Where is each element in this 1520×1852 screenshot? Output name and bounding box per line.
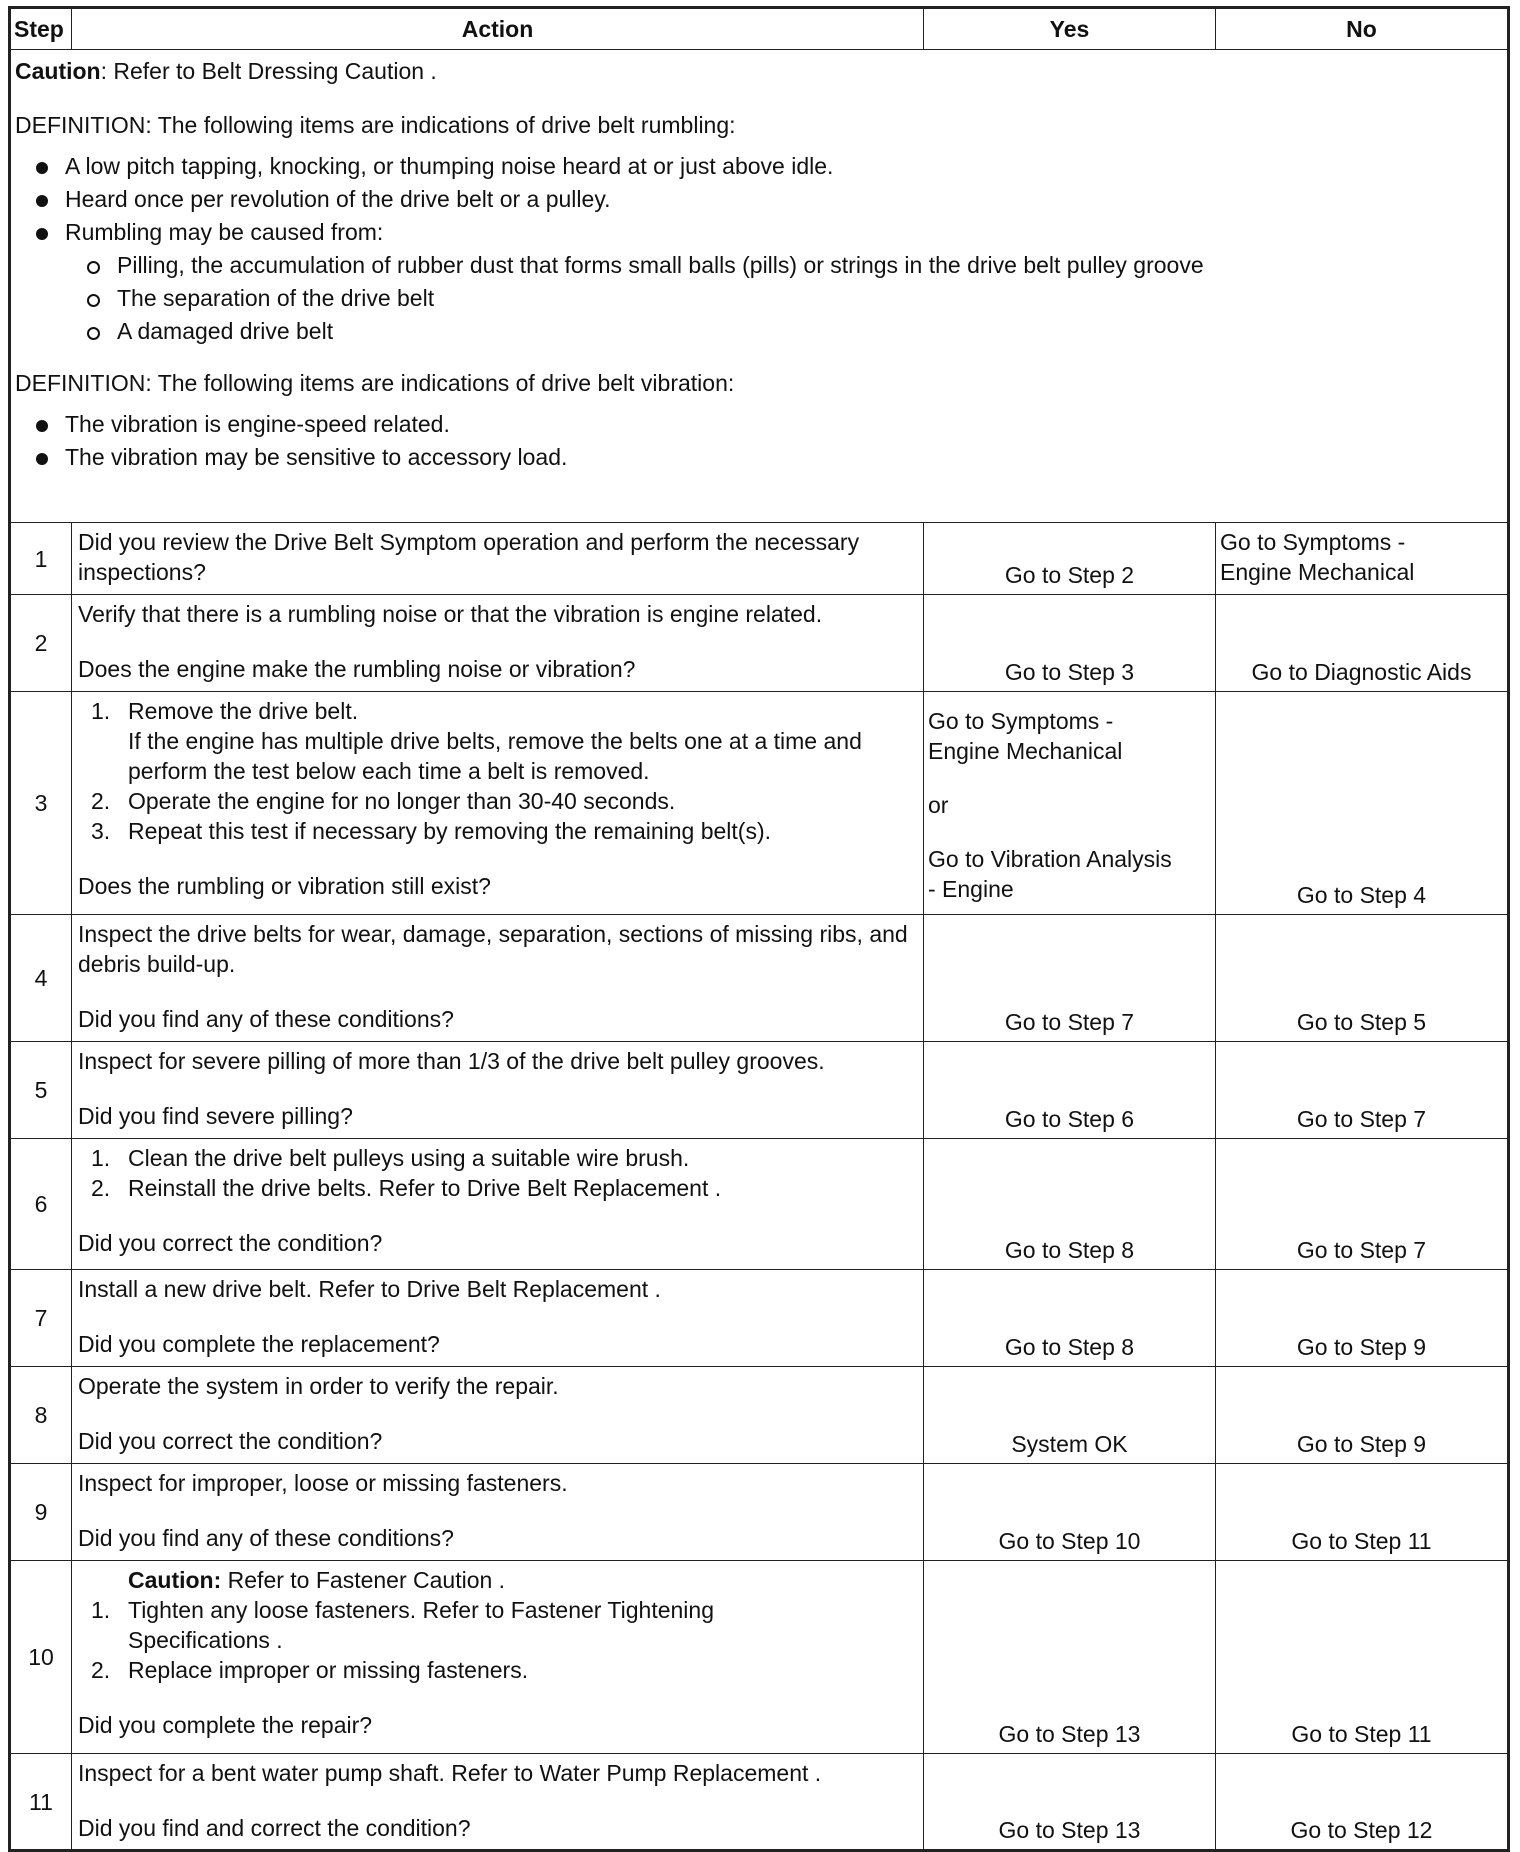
bullet-icon [36,162,48,174]
no-action: Go to Step 4 [1216,692,1509,915]
list-item: The separation of the drive belt [15,282,1503,315]
step-number: 11 [10,1754,72,1851]
step-row-10 [10,1561,1509,1754]
no-action: Go to Symptoms - Engine Mechanical [1216,523,1509,595]
step-number: 7 [10,1270,72,1367]
step-action [72,1139,924,1270]
list-item: 2. Operate the engine for no longer than 30-40 seconds. [91,788,676,814]
step-question: Did you find and correct the condition? [78,1815,471,1841]
list-item: 1. Clean the drive belt pulleys using a suitable wire brush. [91,1145,690,1171]
diagnostic-table [8,6,1510,1852]
step-number: 3 [10,692,72,915]
step-row-6 [10,1139,1509,1270]
yes-action: Go to Step 8 [924,1270,1216,1367]
step-row-4 [10,915,1509,1042]
yes-action: Go to Step 8 [924,1139,1216,1270]
yes-action: Go to Step 7 [924,915,1216,1042]
step-row-2 [10,595,1509,692]
diagnostic-table-container [8,6,1507,1852]
step-row-1 [10,523,1509,595]
step-row-3 [10,692,1509,915]
yes-action: Go to Symptoms - Engine Mechanical or Go to Vibration Analysis - Engine [924,692,1216,915]
step-action: Verify that there is a rumbling noise or that the vibration is engine related. Does the engine make the rumbling noise or vibration? [72,595,924,692]
definition-rumbling: DEFINITION: The following items are indications of drive belt rumbling: [15,112,736,138]
header-step: Step [10,8,72,50]
bullet-icon [36,453,48,465]
list-item: Pilling, the accumulation of rubber dust that forms small balls (pills) or strings in the drive belt pulley groove [15,249,1503,282]
definition-vibration: DEFINITION: The following items are indications of drive belt vibration: [15,370,735,396]
step-action: Install a new drive belt. Refer to Drive Belt Replacement . Did you complete the replacement? [72,1270,924,1367]
header-yes: Yes [924,8,1216,50]
no-action: Go to Step 9 [1216,1270,1509,1367]
step-action: Operate the system in order to verify the repair. Did you correct the condition? [72,1367,924,1464]
yes-action: Go to Step 13 [924,1754,1216,1851]
list-item: Rumbling may be caused from: Pilling, the accumulation of rubber dust that forms small balls (pills) or strings in the drive belt pulley groove The separation of the drive belt A damaged drive belt [15,216,1503,348]
step-number: 10 [10,1561,72,1754]
step-action: Inspect for a bent water pump shaft. Refer to Water Pump Replacement . Did you find and correct the condition? [72,1754,924,1851]
hollow-bullet-icon [87,327,100,340]
yes-action: Go to Step 3 [924,595,1216,692]
bullet-icon [36,228,48,240]
header-row [10,8,1509,50]
list-item: The vibration may be sensitive to accessory load. [15,441,1503,474]
intro-row [10,50,1509,523]
list-item: A damaged drive belt [15,315,1503,348]
rumbling-causes-list [15,249,1503,348]
no-action: Go to Step 5 [1216,915,1509,1042]
step-question: Did you complete the repair? [78,1712,373,1738]
step-instructions [78,1595,917,1685]
list-item: A low pitch tapping, knocking, or thumping noise heard at or just above idle. [15,150,1503,183]
step-action: Inspect for improper, loose or missing fasteners. Did you find any of these conditions? [72,1464,924,1561]
step-row-5 [10,1042,1509,1139]
hollow-bullet-icon [87,294,100,307]
step-row-11 [10,1754,1509,1851]
header-action: Action [72,8,924,50]
list-item: 1. Remove the drive belt. If the engine has multiple drive belts, remove the belts one at a time and perform the test below each time a belt is removed. [91,698,862,784]
yes-action: Go to Step 2 [924,523,1216,595]
step-question: Did you find any of these conditions? [78,1525,454,1551]
step-number: 5 [10,1042,72,1139]
caution-text: : Refer to Belt Dressing Caution . [100,58,437,84]
list-item: Heard once per revolution of the drive belt or a pulley. [15,183,1503,216]
intro-caution [15,56,1503,86]
list-item: The vibration is engine-speed related. [15,408,1503,441]
no-action: Go to Step 11 [1216,1464,1509,1561]
vibration-list [15,408,1503,474]
caution-label: Caution [15,58,101,84]
no-action: Go to Step 7 [1216,1139,1509,1270]
step-question: Does the engine make the rumbling noise or vibration? [78,656,636,682]
step-question: Did you complete the replacement? [78,1331,440,1357]
step-row-9 [10,1464,1509,1561]
step-question: Does the rumbling or vibration still exist? [78,873,491,899]
yes-action: Go to Step 10 [924,1464,1216,1561]
bullet-icon [36,420,48,432]
step-question: Did you correct the condition? [78,1428,383,1454]
step-number: 9 [10,1464,72,1561]
list-item: 2. Replace improper or missing fasteners. [91,1657,529,1683]
list-item: 3. Repeat this test if necessary by removing the remaining belt(s). [91,818,772,844]
step-caution: Caution: Refer to Fastener Caution . [128,1567,506,1593]
list-item: 2. Reinstall the drive belts. Refer to Drive Belt Replacement . [91,1175,722,1201]
yes-action: System OK [924,1367,1216,1464]
list-item: 1. Tighten any loose fasteners. Refer to Fastener Tightening Specifications . [91,1597,714,1653]
step-number: 1 [10,523,72,595]
step-action: Inspect the drive belts for wear, damage, separation, sections of missing ribs, and debris build-up. Did you find any of these conditions? [72,915,924,1042]
bullet-icon [36,195,48,207]
step-number: 6 [10,1139,72,1270]
step-row-8 [10,1367,1509,1464]
no-action: Go to Diagnostic Aids [1216,595,1509,692]
no-action: Go to Step 11 [1216,1561,1509,1754]
step-number: 8 [10,1367,72,1464]
yes-action: Go to Step 13 [924,1561,1216,1754]
step-instructions [78,696,917,846]
header-no: No [1216,8,1509,50]
step-action: Did you review the Drive Belt Symptom operation and perform the necessary inspections? [72,523,924,595]
step-number: 2 [10,595,72,692]
step-question: Did you find severe pilling? [78,1103,353,1129]
step-number: 4 [10,915,72,1042]
step-instructions [78,1143,917,1203]
step-row-7 [10,1270,1509,1367]
rumbling-list [15,150,1503,348]
intro-cell [10,50,1509,523]
no-action: Go to Step 12 [1216,1754,1509,1851]
step-question: Did you correct the condition? [78,1230,383,1256]
yes-action: Go to Step 6 [924,1042,1216,1139]
step-question: Did you find any of these conditions? [78,1006,454,1032]
hollow-bullet-icon [87,261,100,274]
step-action: Inspect for severe pilling of more than 1/3 of the drive belt pulley grooves. Did you find severe pilling? [72,1042,924,1139]
step-action [72,692,924,915]
no-action: Go to Step 9 [1216,1367,1509,1464]
no-action: Go to Step 7 [1216,1042,1509,1139]
step-action [72,1561,924,1754]
